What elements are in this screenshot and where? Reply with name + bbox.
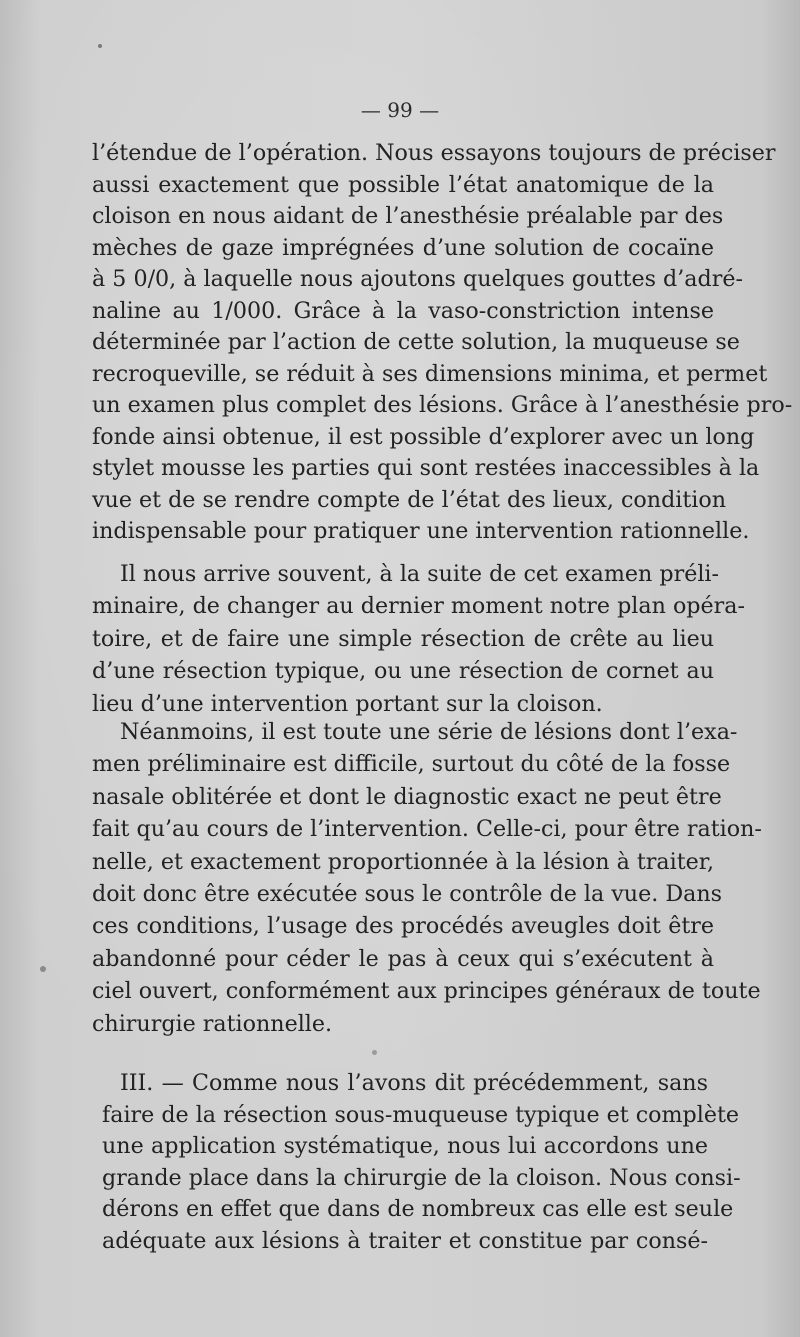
- text-line: indispensable pour pratiquer une intervention rationnelle.: [92, 518, 750, 544]
- text-line: déterminée par l’action de cette solution, la muqueuse se: [92, 329, 740, 355]
- text-line: cloison en nous aidant de l’anesthésie préalable par des: [92, 203, 724, 229]
- text-line: Néanmoins, il est toute une série de lésions dont l’exa-: [120, 719, 738, 745]
- text-line: l’étendue de l’opération. Nous essayons toujours de préciser: [92, 140, 776, 166]
- text-line: naline au 1/000. Grâce à la vaso-constriction intense: [92, 297, 714, 324]
- text-line: nasale oblitérée et dont le diagnostic exact ne peut être: [92, 783, 722, 810]
- text-line: ces conditions, l’usage des procédés aveugles doit être: [92, 913, 714, 940]
- text-line: faire de la résection sous-muqueuse typique et complète: [102, 1101, 740, 1128]
- text-line: minaire, de changer au dernier moment notre plan opéra-: [92, 593, 745, 620]
- paragraph-4: [102, 1068, 741, 1258]
- text-line: III. — Comme nous l’avons dit précédemment, sans: [120, 1070, 708, 1096]
- text-line: grande place dans la chirurgie de la cloison. Nous consi-: [102, 1164, 741, 1191]
- text-line: fonde ainsi obtenue, il est possible d’explorer avec un long: [92, 423, 755, 450]
- text-line: men préliminaire est difficile, surtout du côté de la fosse: [92, 751, 731, 778]
- paragraph-2: [92, 558, 745, 720]
- text-line: doit donc être exécutée sous le contrôle de la vue. Dans: [92, 880, 723, 907]
- paper-speck: [372, 1050, 377, 1055]
- text-line: à 5 0/0, à laquelle nous ajoutons quelques gouttes d’adré-: [92, 266, 743, 292]
- text-line: fait qu’au cours de l’intervention. Celle-ci, pour être ration-: [92, 816, 762, 843]
- text-line: ciel ouvert, conformément aux principes généraux de toute: [92, 978, 761, 1005]
- text-line: vue et de se rendre compte de l’état des lieux, condition: [92, 486, 727, 513]
- paragraph-1: [92, 138, 793, 548]
- text-line: nelle, et exactement proportionnée à la lésion à traiter,: [92, 848, 714, 875]
- text-line: recroqueville, se réduit à ses dimensions minima, et permet: [92, 360, 768, 387]
- text-line: toire, et de faire une simple résection de crête au lieu: [92, 625, 714, 652]
- text-line: Il nous arrive souvent, à la suite de cet examen préli-: [120, 561, 720, 587]
- text-line: un examen plus complet des lésions. Grâce à l’anesthésie pro-: [92, 392, 793, 418]
- text-line: aussi exactement que possible l’état anatomique de la: [92, 171, 714, 198]
- text-line: dérons en effet que dans de nombreux cas elle est seule: [102, 1196, 734, 1223]
- page-number: — 99 —: [360, 98, 440, 122]
- text-line: une application systématique, nous lui accordons une: [102, 1133, 708, 1160]
- text-line: mèches de gaze imprégnées d’une solution de cocaïne: [92, 234, 714, 261]
- paragraph-3: [92, 716, 762, 1040]
- text-line: lieu d’une intervention portant sur la cloison.: [92, 690, 603, 717]
- paper-speck: [40, 966, 46, 972]
- text-line: chirurgie rationnelle.: [92, 1010, 333, 1037]
- text-line: d’une résection typique, ou une résection de cornet au: [92, 658, 714, 685]
- paper-speck: [98, 44, 102, 48]
- text-line: abandonné pour céder le pas à ceux qui s’exécutent à: [92, 945, 714, 972]
- text-line: adéquate aux lésions à traiter et constitue par consé-: [102, 1227, 708, 1254]
- text-line: stylet mousse les parties qui sont restées inaccessibles à la: [92, 455, 760, 481]
